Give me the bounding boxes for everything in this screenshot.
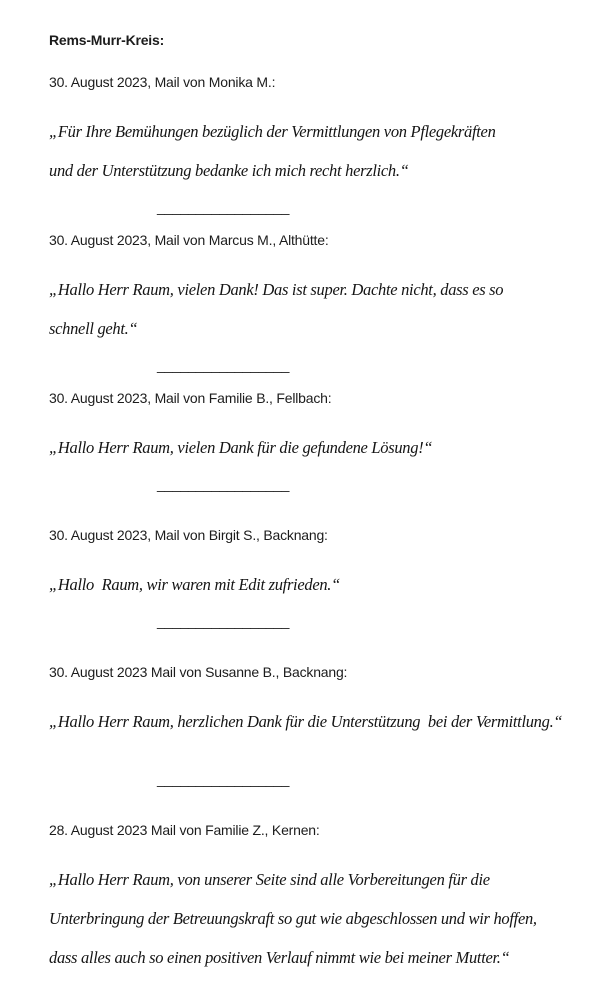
entry-header: 30. August 2023, Mail von Monika M.:	[49, 74, 276, 90]
divider: _________________	[157, 476, 290, 492]
quote-line: „Hallo Raum, wir waren mit Edit zufrieden.“	[49, 575, 340, 594]
testimonial-entry	[49, 820, 590, 977]
quote-line: „Hallo Herr Raum, von unserer Seite sind alle Vorbereitungen für die	[49, 870, 490, 889]
quote-line: und der Unterstützung bedanke ich mich recht herzlich.“	[49, 161, 409, 180]
quote-line: dass alles auch so einen positiven Verlauf nimmt wie bei meiner Mutter.“	[49, 948, 510, 967]
entry-header: 30. August 2023, Mail von Birgit S., Backnang:	[49, 527, 328, 543]
quote	[49, 702, 590, 741]
quote-line: „Hallo Herr Raum, herzlichen Dank für die Unterstützung bei der Vermittlung.“	[49, 712, 563, 731]
quote-line: schnell geht.“	[49, 319, 138, 338]
testimonial-entry	[49, 662, 590, 790]
testimonial-entry	[49, 72, 590, 218]
divider: _________________	[157, 357, 290, 373]
divider: _________________	[157, 771, 290, 787]
quote-line: Unterbringung der Betreuungskraft so gut wie abgeschlossen und wir hoffen,	[49, 909, 537, 928]
quote-line: „Für Ihre Bemühungen bezüglich der Vermittlungen von Pflegekräften	[49, 122, 496, 141]
quote-line: „Hallo Herr Raum, vielen Dank für die gefundene Lösung!“	[49, 438, 433, 457]
quote	[49, 270, 590, 348]
entry-header: 30. August 2023 Mail von Susanne B., Backnang:	[49, 664, 348, 680]
page-title: Rems-Murr-Kreis:	[49, 32, 165, 48]
testimonial-entry	[49, 230, 590, 376]
quote	[49, 565, 590, 604]
divider: _________________	[157, 613, 290, 629]
entry-header: 28. August 2023 Mail von Familie Z., Kernen:	[49, 822, 320, 838]
testimonial-entry	[49, 388, 590, 495]
divider: _________________	[157, 199, 290, 215]
entry-header: 30. August 2023, Mail von Familie B., Fellbach:	[49, 390, 332, 406]
entry-header: 30. August 2023, Mail von Marcus M., Althütte:	[49, 232, 329, 248]
quote	[49, 112, 590, 190]
testimonial-entry	[49, 525, 590, 632]
quote-line: „Hallo Herr Raum, vielen Dank! Das ist super. Dachte nicht, dass es so	[49, 280, 504, 299]
quote	[49, 860, 590, 977]
quote	[49, 428, 590, 467]
